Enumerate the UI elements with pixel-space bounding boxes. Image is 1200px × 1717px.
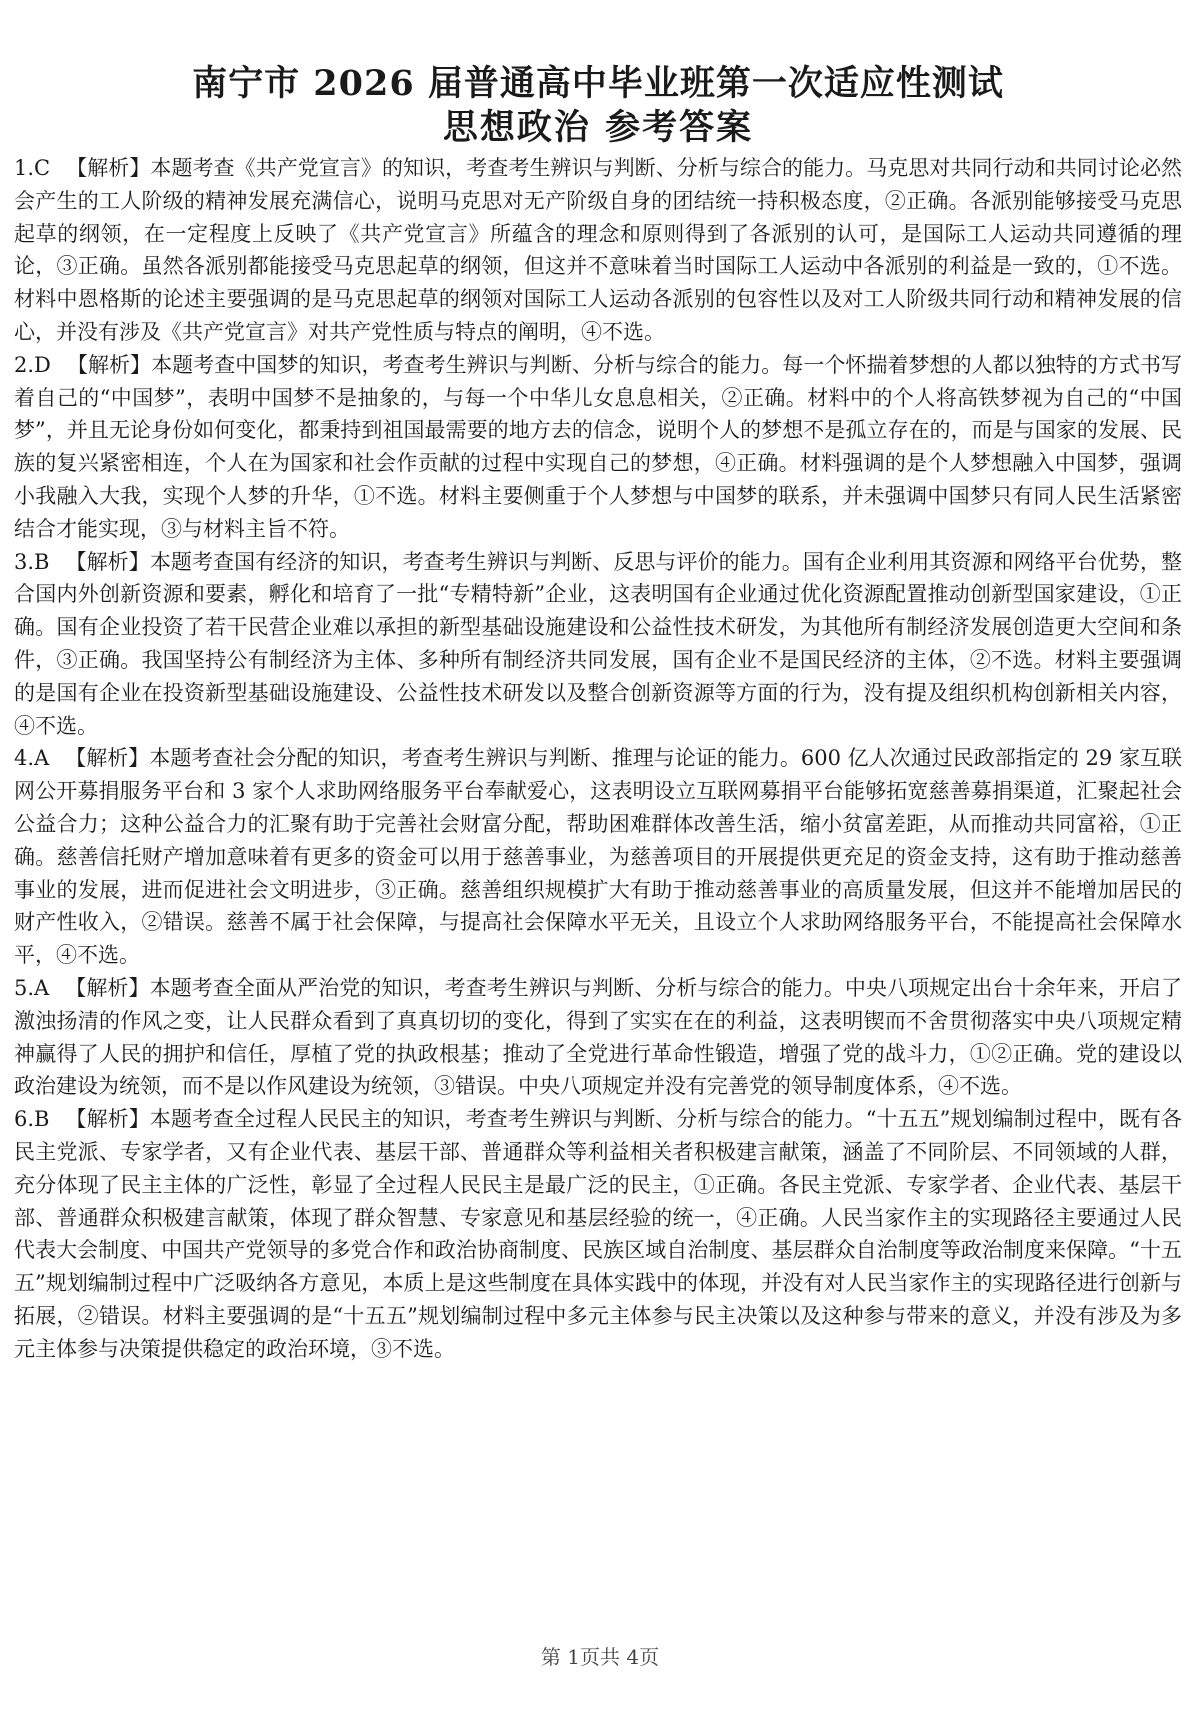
document-title: 南宁市 2026 届普通高中毕业班第一次适应性测试	[192, 63, 1004, 104]
analysis-tag: 【解析】	[65, 1107, 150, 1132]
answer-item-4	[14, 742, 1182, 972]
answer-list	[14, 152, 1182, 1365]
analysis-tag: 【解析】	[66, 156, 151, 180]
analysis-tag: 【解析】	[65, 975, 150, 1000]
answer-item-6	[14, 1103, 1182, 1365]
answer-item-2	[14, 349, 1182, 546]
analysis-tag: 【解析】	[66, 352, 152, 377]
answer-text: 本题考查《共产党宣言》的知识，考查考生辨识与判断、分析与综合的能力。马克思对共同行动和共同讨论必然会产生的工人阶级的精神发展充满信心，说明马克思对无产阶级自身的团结统一持积极态度，②正确。各派别能够接受马克思起草的纲领，在一定程度上反映了《共产党宣言》所蕴含的理念和原则得到了各派别的认可，是国际工人运动共同遵循的理论，③正确。虽然各派别都能接受马克思起草的纲领，但这并不意味着当时国际工人运动中各派别的利益是一致的，①不选。材料中恩格斯的论述主要强调的是马克思起草的纲领对国际工人运动各派别的包容性以及对工人阶级共同行动和精神发展的信心，并没有涉及《共产党宣言》对共产党性质与特点的阐明，④不选。	[14, 156, 1183, 344]
answer-text: 本题考查全面从严治党的知识，考查考生辨识与判断、分析与综合的能力。中央八项规定出台十余年来，开启了激浊扬清的作风之变，让人民群众看到了真真切切的变化，得到了实实在在的利益，这表明锲而不舍贯彻落实中央八项规定精神赢得了人民的拥护和信任，厚植了党的执政根基；推动了全党进行革命性锻造，增强了党的战斗力，①②正确。党的建设以政治建设为统领，而不是以作风建设为统领，③错误。中央八项规定并没有完善党的领导制度体系，④不选。	[14, 975, 1182, 1099]
answer-number: 1.C	[14, 156, 51, 180]
answer-number: 5.A	[14, 975, 50, 1000]
answer-number: 6.B	[14, 1107, 50, 1132]
answer-item-3	[14, 546, 1182, 743]
analysis-tag: 【解析】	[65, 746, 150, 771]
answer-text: 本题考查中国梦的知识，考查考生辨识与判断、分析与综合的能力。每一个怀揣着梦想的人都以独特的方式书写着自己的“中国梦”，表明中国梦不是抽象的，与每一个中华儿女息息相关，②正确。材料中的个人将高铁梦视为自己的“中国梦”，并且无论身份如何变化，都秉持到祖国最需要的地方去的信念，说明个人的梦想不是孤立存在的，而是与国家的发展、民族的复兴紧密相连，个人在为国家和社会作贡献的过程中实现自己的梦想，④正确。材料强调的是个人梦想融入中国梦，强调小我融入大我，实现个人梦的升华，①不选。材料主要侧重于个人梦想与中国梦的联系，并未强调中国梦只有同人民生活紧密结合才能实现，③与材料主旨不符。	[14, 352, 1182, 541]
answer-number: 3.B	[14, 549, 50, 574]
answer-item-1	[14, 152, 1182, 349]
answer-item-5	[14, 972, 1182, 1103]
document-subtitle: 思想政治 参考答案	[442, 108, 754, 148]
analysis-tag: 【解析】	[65, 549, 150, 574]
answer-number: 4.A	[14, 746, 50, 771]
page-indicator: 第 1页共 4页	[540, 1645, 660, 1669]
answer-text: 本题考查全过程人民民主的知识，考查考生辨识与判断、分析与综合的能力。“十五五”规划编制过程中，既有各民主党派、专家学者，又有企业代表、基层干部、普通群众等利益相关者积极建言献策，涵盖了不同阶层、不同领域的人群，充分体现了民主主体的广泛性，彰显了全过程人民民主是最广泛的民主，①正确。各民主党派、专家学者、企业代表、基层干部、普通群众积极建言献策，体现了群众智慧、专家意见和基层经验的统一，④正确。人民当家作主的实现路径主要通过人民代表大会制度、中国共产党领导的多党合作和政治协商制度、民族区域自治制度、基层群众自治制度等政治制度来保障。“十五五”规划编制过程中广泛吸纳各方意见，本质上是这些制度在具体实践中的体现，并没有对人民当家作主的实现路径进行创新与拓展，②错误。材料主要强调的是“十五五”规划编制过程中多元主体参与民主决策以及这种参与带来的意义，并没有涉及为多元主体参与决策提供稳定的政治环境，③不选。	[14, 1107, 1183, 1361]
answer-text: 本题考查社会分配的知识，考查考生辨识与判断、推理与论证的能力。600 亿人次通过民政部指定的 29 家互联网公开募捐服务平台和 3 家个人求助网络服务平台奉献爱心，这表明设立互联网募捐平台能够拓宽慈善募捐渠道，汇聚起社会公益合力；这种公益合力的汇聚有助于完善社会财富分配，帮助困难群体改善生活，缩小贫富差距，从而推动共同富裕，①正确。慈善信托财产增加意味着有更多的资金可以用于慈善事业，为慈善项目的开展提供更充足的资金支持，这有助于推动慈善事业的发展，进而促进社会文明进步，③正确。慈善组织规模扩大有助于推动慈善事业的高质量发展，但这并不能增加居民的财产性收入，②错误。慈善不属于社会保障，与提高社会保障水平无关，且设立个人求助网络服务平台，不能提高社会保障水平，④不选。	[14, 746, 1182, 968]
answer-number: 2.D	[14, 352, 51, 377]
answer-text: 本题考查国有经济的知识，考查考生辨识与判断、反思与评价的能力。国有企业利用其资源和网络平台优势，整合国内外创新资源和要素，孵化和培育了一批“专精特新”企业，这表明国有企业通过优化资源配置推动创新型国家建设，①正确。国有企业投资了若干民营企业难以承担的新型基础设施建设和公益性技术研发，为其他所有制经济发展创造更大空间和条件，③正确。我国坚持公有制经济为主体、多种所有制经济共同发展，国有企业不是国民经济的主体，②不选。材料主要强调的是国有企业在投资新型基础设施建设、公益性技术研发以及整合创新资源等方面的行为，没有提及组织机构创新相关内容，④不选。	[14, 549, 1183, 738]
